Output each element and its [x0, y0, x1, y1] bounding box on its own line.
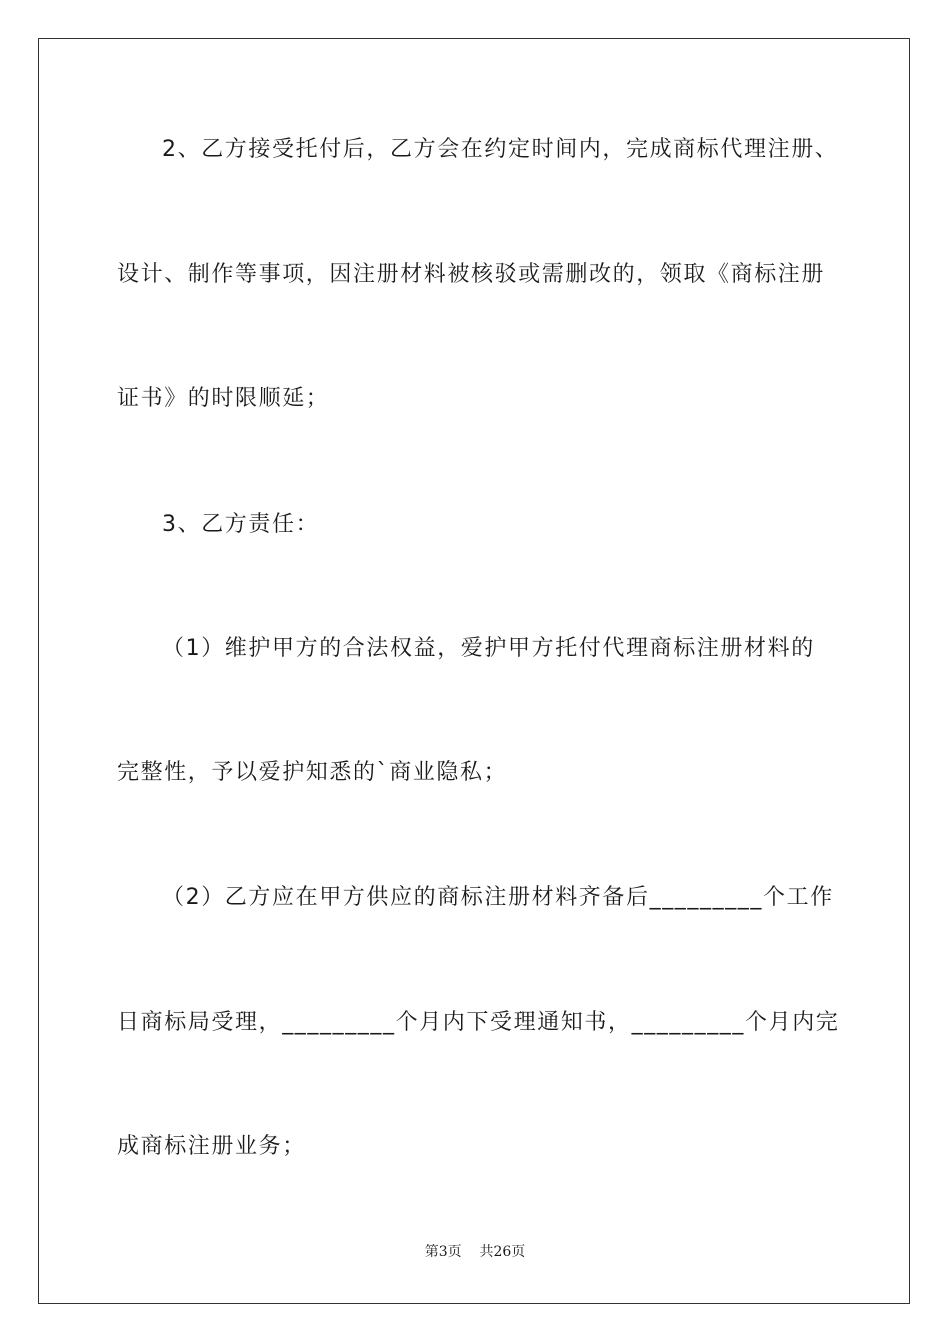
page-border	[38, 38, 910, 1304]
paragraph-line: 日商标局受理，_________个月内下受理通知书，_________个月内完	[117, 1010, 840, 1035]
paragraph-line: （2）乙方应在甲方供应的商标注册材料齐备后_________个工作	[162, 885, 834, 910]
page-footer	[0, 1242, 950, 1262]
page-number: 第3页	[424, 1244, 462, 1260]
paragraph-line: 设计、制作等事项，因注册材料被核驳或需删改的，领取《商标注册	[117, 262, 826, 287]
section-heading: 3、乙方责任：	[162, 512, 320, 537]
paragraph-line: 成商标注册业务；	[117, 1134, 306, 1159]
paragraph-line: 完整性，予以爱护知悉的`商业隐私；	[117, 760, 508, 785]
paragraph-line: 2、乙方接受托付后，乙方会在约定时间内，完成商标代理注册、	[162, 137, 839, 162]
paragraph-line: （1）维护甲方的合法权益，爱护甲方托付代理商标注册材料的	[162, 636, 815, 661]
paragraph-line: 证书》的时限顺延；	[117, 386, 330, 411]
total-pages: 共26页	[479, 1244, 526, 1260]
